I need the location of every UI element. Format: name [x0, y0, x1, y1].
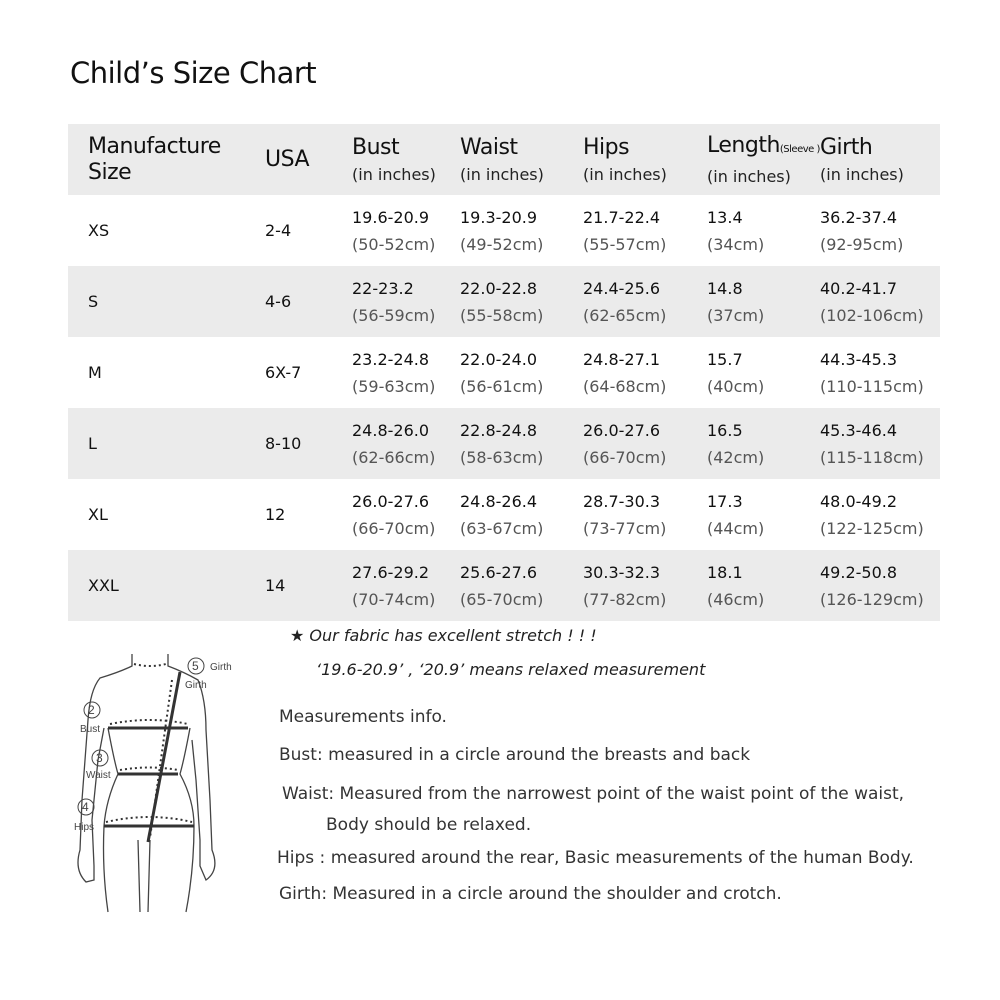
inches-value: 14.8 — [707, 278, 743, 298]
cm-value: (92-95cm) — [820, 234, 904, 254]
size-cell: XXL — [88, 576, 119, 595]
cm-value: (102-106cm) — [820, 305, 924, 325]
table-row — [68, 266, 940, 337]
measurement-cell — [352, 563, 460, 609]
measurement-cell — [820, 208, 940, 254]
info-heading: Measurements info. — [279, 707, 447, 727]
cm-value: (46cm) — [707, 589, 765, 609]
table-row — [68, 550, 940, 621]
cm-value: (34cm) — [707, 234, 765, 254]
info-girth: Girth: Measured in a circle around the shoulder and crotch. — [279, 884, 782, 904]
measurement-cell — [583, 350, 707, 396]
measurement-cell — [352, 279, 460, 325]
measurement-cell — [707, 492, 820, 538]
header-label: Manufacture Size — [88, 133, 221, 185]
stretch-note: ★ Our fabric has excellent stretch ! ! ! — [290, 626, 597, 645]
cm-value: (73-77cm) — [583, 518, 667, 538]
measurement-cell — [707, 279, 820, 325]
header-label: USA — [265, 146, 310, 172]
body-measurement-figure — [60, 640, 260, 915]
inches-value: 22.8-24.8 — [460, 420, 538, 440]
size-cell: S — [88, 292, 99, 311]
measurement-cell — [583, 563, 707, 609]
inches-value: 22-23.2 — [352, 278, 414, 298]
usa-cell: 8-10 — [265, 434, 302, 453]
measurement-cell — [820, 421, 940, 467]
cm-value: (59-63cm) — [352, 376, 436, 396]
cm-value: (66-70cm) — [352, 518, 436, 538]
svg-text:Hips: Hips — [74, 822, 95, 833]
cm-value: (64-68cm) — [583, 376, 667, 396]
inches-value: 48.0-49.2 — [820, 491, 898, 511]
inches-value: 24.8-26.0 — [352, 420, 430, 440]
inches-value: 22.0-24.0 — [460, 349, 538, 369]
table-row — [68, 337, 940, 408]
header-label: Girth — [820, 135, 873, 160]
cm-value: (44cm) — [707, 518, 765, 538]
cm-value: (56-61cm) — [460, 376, 544, 396]
cm-value: (56-59cm) — [352, 305, 436, 325]
header-hips — [583, 135, 707, 184]
measurement-cell — [820, 492, 940, 538]
cm-value: (65-70cm) — [460, 589, 544, 609]
inches-value: 26.0-27.6 — [352, 491, 430, 511]
cm-value: (49-52cm) — [460, 234, 544, 254]
cm-value: (126-129cm) — [820, 589, 924, 609]
measurement-cell — [460, 421, 583, 467]
header-usa — [265, 147, 352, 173]
header-waist — [460, 135, 583, 184]
inches-value: 21.7-22.4 — [583, 207, 661, 227]
header-unit: (in inches) — [460, 165, 544, 184]
svg-text:Bust: Bust — [80, 724, 101, 735]
usa-cell: 6X-7 — [265, 363, 302, 382]
measurement-cell — [460, 208, 583, 254]
size-cell: XL — [88, 505, 108, 524]
header-bust — [352, 135, 460, 184]
inches-value: 18.1 — [707, 562, 743, 582]
header-manufacture-size — [68, 134, 265, 186]
inches-value: 13.4 — [707, 207, 743, 227]
measurement-cell — [352, 421, 460, 467]
cm-value: (55-58cm) — [460, 305, 544, 325]
header-sublabel: (Sleeve ) — [779, 144, 820, 155]
measurement-cell — [707, 421, 820, 467]
svg-text:2: 2 — [88, 703, 95, 717]
measurement-cell — [583, 492, 707, 538]
cm-value: (40cm) — [707, 376, 765, 396]
cm-value: (122-125cm) — [820, 518, 924, 538]
measurement-cell — [583, 421, 707, 467]
header-label: Waist — [460, 135, 518, 160]
measurement-cell — [820, 350, 940, 396]
info-bust: Bust: measured in a circle around the breasts and back — [279, 745, 751, 765]
measurement-cell — [707, 563, 820, 609]
svg-text:Girth: Girth — [210, 662, 232, 673]
header-label-text: Length — [707, 133, 780, 158]
inches-value: 49.2-50.8 — [820, 562, 898, 582]
header-label — [707, 133, 820, 163]
inches-value: 27.6-29.2 — [352, 562, 430, 582]
measurement-cell — [460, 563, 583, 609]
cm-value: (42cm) — [707, 447, 765, 467]
inches-value: 24.4-25.6 — [583, 278, 661, 298]
inches-value: 22.0-22.8 — [460, 278, 538, 298]
measurement-cell — [352, 492, 460, 538]
measurement-cell — [707, 208, 820, 254]
cm-value: (77-82cm) — [583, 589, 667, 609]
usa-cell: 14 — [265, 576, 286, 595]
cm-value: (62-65cm) — [583, 305, 667, 325]
info-waist-2: Body should be relaxed. — [326, 815, 532, 835]
inches-value: 26.0-27.6 — [583, 420, 661, 440]
measurement-cell — [583, 208, 707, 254]
measurement-cell — [460, 279, 583, 325]
cm-value: (62-66cm) — [352, 447, 436, 467]
svg-text:Girth: Girth — [185, 680, 207, 691]
cm-value: (58-63cm) — [460, 447, 544, 467]
inches-value: 17.3 — [707, 491, 743, 511]
measurement-cell — [352, 208, 460, 254]
table-header — [68, 124, 940, 195]
inches-value: 40.2-41.7 — [820, 278, 898, 298]
header-unit: (in inches) — [820, 165, 904, 184]
measurement-cell — [820, 563, 940, 609]
table-row — [68, 408, 940, 479]
inches-value: 19.3-20.9 — [460, 207, 538, 227]
measurement-cell — [352, 350, 460, 396]
measurement-cell — [583, 279, 707, 325]
svg-text:Waist: Waist — [86, 770, 111, 781]
size-cell: XS — [88, 221, 110, 240]
inches-value: 30.3-32.3 — [583, 562, 661, 582]
inches-value: 19.6-20.9 — [352, 207, 430, 227]
inches-value: 25.6-27.6 — [460, 562, 538, 582]
cm-value: (110-115cm) — [820, 376, 924, 396]
svg-text:3: 3 — [96, 751, 103, 765]
page-title: Child’s Size Chart — [70, 56, 317, 90]
header-length — [707, 133, 820, 186]
cm-value: (70-74cm) — [352, 589, 436, 609]
inches-value: 16.5 — [707, 420, 743, 440]
size-table — [68, 124, 940, 621]
inches-value: 36.2-37.4 — [820, 207, 898, 227]
inches-value: 24.8-26.4 — [460, 491, 538, 511]
table-row — [68, 479, 940, 550]
cm-value: (66-70cm) — [583, 447, 667, 467]
svg-text:4: 4 — [82, 800, 89, 814]
table-row — [68, 195, 940, 266]
cm-value: (50-52cm) — [352, 234, 436, 254]
inches-value: 23.2-24.8 — [352, 349, 430, 369]
header-unit: (in inches) — [707, 167, 791, 186]
info-hips: Hips : measured around the rear, Basic measurements of the human Body. — [277, 848, 914, 868]
size-cell: M — [88, 363, 102, 382]
info-waist: Waist: Measured from the narrowest point of the waist point of the waist, — [282, 784, 905, 804]
inches-value: 44.3-45.3 — [820, 349, 898, 369]
relaxed-note: ‘19.6-20.9’ , ‘20.9’ means relaxed measurement — [316, 660, 706, 679]
size-cell: L — [88, 434, 97, 453]
header-label: Bust — [352, 135, 400, 160]
inches-value: 15.7 — [707, 349, 743, 369]
cm-value: (37cm) — [707, 305, 765, 325]
usa-cell: 4-6 — [265, 292, 292, 311]
measurement-cell — [460, 492, 583, 538]
header-label: Hips — [583, 135, 630, 160]
cm-value: (55-57cm) — [583, 234, 667, 254]
cm-value: (115-118cm) — [820, 447, 924, 467]
measurement-cell — [460, 350, 583, 396]
usa-cell: 12 — [265, 505, 286, 524]
header-girth — [820, 135, 940, 184]
header-unit: (in inches) — [352, 165, 436, 184]
measurement-cell — [707, 350, 820, 396]
header-unit: (in inches) — [583, 165, 667, 184]
inches-value: 28.7-30.3 — [583, 491, 661, 511]
measurement-cell — [820, 279, 940, 325]
label-5: 5 — [192, 659, 199, 673]
inches-value: 24.8-27.1 — [583, 349, 661, 369]
usa-cell: 2-4 — [265, 221, 292, 240]
inches-value: 45.3-46.4 — [820, 420, 898, 440]
cm-value: (63-67cm) — [460, 518, 544, 538]
